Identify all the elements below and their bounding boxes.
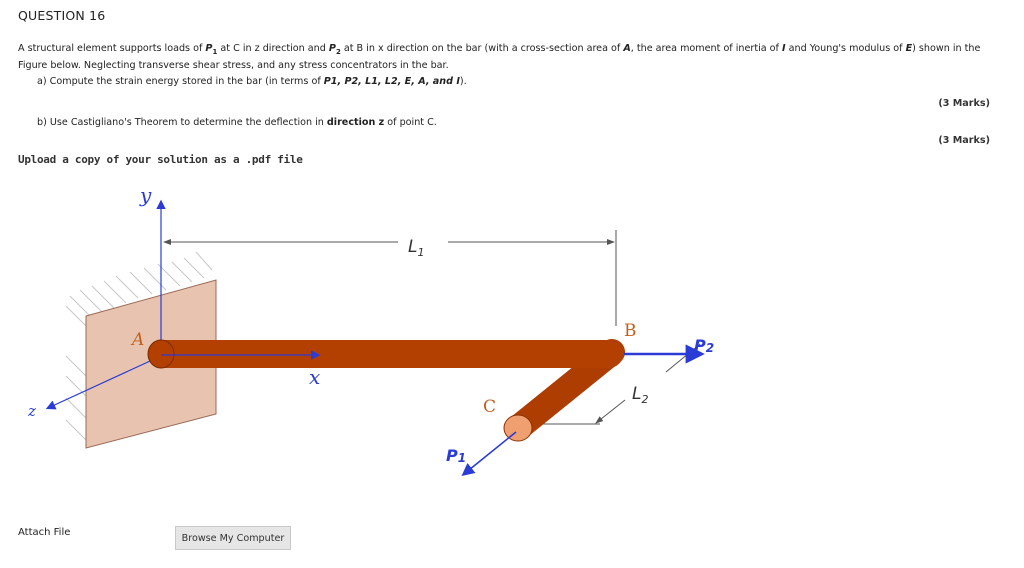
label-a: A [132,330,145,350]
part-a-text-2: ). [459,76,467,87]
part-b-text-2: of point C. [384,117,437,128]
label-c: C [483,397,497,417]
l2-dim [596,400,625,423]
intro-text-6: ) shown in the Figure below. Neglecting transverse shear stress, and any stress concentrators in the bar. [18,43,981,71]
p1-var: P [205,43,213,54]
attach-file-label: Attach File [18,527,71,538]
intro-text-2: at C in z direction and [217,43,329,54]
part-a-vars: P1, P2, L1, L2, E, A, and I [323,76,460,87]
p1-force-arrow [464,432,516,474]
intro-text-4: , the area moment of inertia of [630,43,782,54]
label-p1-sub: 1 [457,451,467,465]
part-b-bold: direction z [326,117,385,128]
label-l1-main: L [408,237,418,257]
a-var: A [623,43,631,54]
intro-text-3: at B in x direction on the bar (with a cross-section area of [340,43,624,54]
p1-sub: 1 [212,47,218,56]
bar-segment-l1 [148,340,623,368]
label-l2-main: L [632,384,642,404]
intro-text-1: A structural element supports loads of [18,43,206,54]
label-p2-sub: 2 [705,341,715,355]
label-x: x [309,365,321,389]
bar-end-cap-c [504,415,532,441]
label-z: z [28,402,36,420]
marks-b: (3 Marks) [938,135,990,146]
label-p2 [694,336,714,355]
label-b: B [624,321,637,341]
label-l1 [408,237,424,259]
p2-sub: 2 [335,47,341,56]
part-a-text-1: a) Compute the strain energy stored in the bar (in terms of [37,76,324,87]
label-l2 [632,384,648,406]
upload-instruction: Upload a copy of your solution as a .pdf file [18,153,303,166]
p2-var: P [328,43,336,54]
label-p2-main: P [694,336,706,355]
label-l1-sub: 1 [417,246,425,259]
marks-a: (3 Marks) [938,98,990,109]
question-title: QUESTION 16 [18,8,106,23]
label-p1 [446,446,466,465]
i-var: I [781,43,786,54]
bar-end-cap-a [148,340,174,368]
intro-text-5: and Young's modulus of [785,43,906,54]
part-b-text-1: b) Use Castigliano's Theorem to determine the deflection in [37,117,327,128]
browse-computer-button[interactable]: Browse My Computer [175,526,291,550]
label-l2-sub: 2 [641,393,649,406]
e-var: E [905,43,913,54]
label-p1-main: P [446,446,458,465]
label-y: y [140,183,152,207]
